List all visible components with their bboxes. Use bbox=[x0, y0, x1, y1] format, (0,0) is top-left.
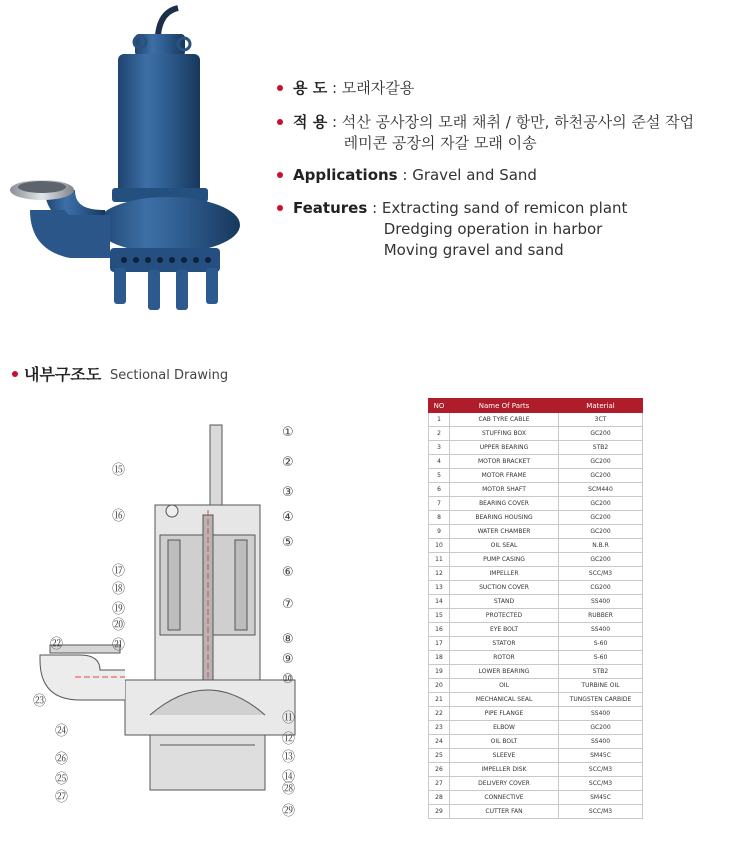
part-number-cell: 12 bbox=[429, 567, 450, 581]
part-number-cell: 22 bbox=[429, 707, 450, 721]
table-row bbox=[429, 413, 643, 427]
part-material-cell: SM45C bbox=[559, 791, 643, 805]
part-material-cell: GC200 bbox=[559, 469, 643, 483]
part-material-cell: CG200 bbox=[559, 581, 643, 595]
table-row bbox=[429, 777, 643, 791]
spec-bullet bbox=[277, 119, 283, 125]
part-number-cell: 17 bbox=[429, 637, 450, 651]
table-row bbox=[429, 595, 643, 609]
part-material-cell: RUBBER bbox=[559, 609, 643, 623]
part-number-cell: 19 bbox=[429, 665, 450, 679]
part-material-cell: SCC/M3 bbox=[559, 567, 643, 581]
part-name-cell: LOWER BEARING bbox=[450, 665, 559, 679]
table-header-row bbox=[429, 399, 643, 413]
callout-number: ㉖ bbox=[55, 752, 69, 767]
table-row bbox=[429, 763, 643, 777]
table-row bbox=[429, 511, 643, 525]
spec-separator: : bbox=[367, 199, 382, 217]
part-material-cell: S-60 bbox=[559, 651, 643, 665]
part-number-cell: 11 bbox=[429, 553, 450, 567]
part-material-cell: SS400 bbox=[559, 595, 643, 609]
header-material: Material bbox=[559, 399, 643, 413]
callout-number: ⑯ bbox=[112, 509, 126, 524]
part-number-cell: 15 bbox=[429, 609, 450, 623]
spec-separator: : bbox=[327, 113, 342, 131]
table-row bbox=[429, 581, 643, 595]
section-bullet bbox=[12, 371, 18, 377]
spec-line bbox=[293, 240, 564, 260]
part-material-cell: GC200 bbox=[559, 497, 643, 511]
spec-line bbox=[293, 112, 694, 132]
part-name-cell: BEARING HOUSING bbox=[450, 511, 559, 525]
part-number-cell: 24 bbox=[429, 735, 450, 749]
part-name-cell: WATER CHAMBER bbox=[450, 525, 559, 539]
table-row bbox=[429, 497, 643, 511]
part-number-cell: 1 bbox=[429, 413, 450, 427]
part-material-cell: 3CT bbox=[559, 413, 643, 427]
part-material-cell: GC200 bbox=[559, 427, 643, 441]
part-material-cell: TURBINE OIL bbox=[559, 679, 643, 693]
part-material-cell: N.B.R bbox=[559, 539, 643, 553]
spec-value: Gravel and Sand bbox=[412, 166, 537, 184]
table-row bbox=[429, 637, 643, 651]
part-material-cell: TUNGSTEN CARBIDE bbox=[559, 693, 643, 707]
part-material-cell: SCC/M3 bbox=[559, 777, 643, 791]
part-material-cell: SCM440 bbox=[559, 483, 643, 497]
part-material-cell: GC200 bbox=[559, 553, 643, 567]
callout-number: ① bbox=[282, 425, 294, 440]
pump-product-image bbox=[0, 0, 250, 320]
callout-number: ⑳ bbox=[112, 618, 126, 633]
part-material-cell: SS400 bbox=[559, 623, 643, 637]
table-row bbox=[429, 651, 643, 665]
callout-number: ⑩ bbox=[282, 672, 294, 687]
callout-number: ㉕ bbox=[55, 772, 69, 787]
part-material-cell: GC200 bbox=[559, 525, 643, 539]
part-name-cell: OIL SEAL bbox=[450, 539, 559, 553]
part-material-cell: STB2 bbox=[559, 665, 643, 679]
part-material-cell: S-60 bbox=[559, 637, 643, 651]
spec-line bbox=[293, 133, 537, 153]
part-number-cell: 6 bbox=[429, 483, 450, 497]
part-name-cell: MOTOR FRAME bbox=[450, 469, 559, 483]
callout-number: ⑤ bbox=[282, 535, 294, 550]
callout-number: ⑦ bbox=[282, 597, 294, 612]
spec-label: 적 용 bbox=[293, 113, 328, 131]
part-number-cell: 18 bbox=[429, 651, 450, 665]
part-name-cell: BEARING COVER bbox=[450, 497, 559, 511]
table-row bbox=[429, 749, 643, 763]
section-title-kr: 내부구조도 bbox=[24, 365, 102, 384]
part-material-cell: SS400 bbox=[559, 707, 643, 721]
callout-number: ③ bbox=[282, 485, 294, 500]
part-name-cell: MOTOR BRACKET bbox=[450, 455, 559, 469]
part-number-cell: 21 bbox=[429, 693, 450, 707]
table-row bbox=[429, 427, 643, 441]
table-row bbox=[429, 805, 643, 819]
callout-number: ⑮ bbox=[112, 463, 126, 478]
part-number-cell: 16 bbox=[429, 623, 450, 637]
callout-number: ⑫ bbox=[282, 732, 296, 747]
part-name-cell: STATOR bbox=[450, 637, 559, 651]
table-row bbox=[429, 539, 643, 553]
part-number-cell: 26 bbox=[429, 763, 450, 777]
spec-bullet bbox=[277, 172, 283, 178]
spec-line bbox=[293, 165, 537, 185]
part-name-cell: SUCTION COVER bbox=[450, 581, 559, 595]
part-number-cell: 25 bbox=[429, 749, 450, 763]
part-name-cell: STAND bbox=[450, 595, 559, 609]
callout-number: ⑥ bbox=[282, 565, 294, 580]
table-row bbox=[429, 553, 643, 567]
spec-value: 모래자갈용 bbox=[341, 79, 415, 97]
part-number-cell: 5 bbox=[429, 469, 450, 483]
part-number-cell: 7 bbox=[429, 497, 450, 511]
table-row bbox=[429, 735, 643, 749]
part-material-cell: SCC/M3 bbox=[559, 805, 643, 819]
table-row bbox=[429, 721, 643, 735]
table-row bbox=[429, 665, 643, 679]
callout-number: ⑬ bbox=[282, 750, 296, 765]
part-name-cell: PROTECTED bbox=[450, 609, 559, 623]
section-title-en: Sectional Drawing bbox=[110, 368, 229, 383]
callout-number: ㉙ bbox=[282, 804, 296, 819]
part-name-cell: CUTTER FAN bbox=[450, 805, 559, 819]
header-name: Name Of Parts bbox=[450, 399, 559, 413]
table-row bbox=[429, 679, 643, 693]
callout-number: ⑭ bbox=[282, 770, 296, 785]
part-name-cell: OIL bbox=[450, 679, 559, 693]
spec-label: 용 도 bbox=[293, 79, 328, 97]
callout-number: ⑨ bbox=[282, 652, 294, 667]
table-row bbox=[429, 567, 643, 581]
callout-number: ⑱ bbox=[112, 582, 126, 597]
part-number-cell: 2 bbox=[429, 427, 450, 441]
part-number-cell: 29 bbox=[429, 805, 450, 819]
part-name-cell: CAB TYRE CABLE bbox=[450, 413, 559, 427]
part-name-cell: DELIVERY COVER bbox=[450, 777, 559, 791]
part-material-cell: STB2 bbox=[559, 441, 643, 455]
part-name-cell: STUFFING BOX bbox=[450, 427, 559, 441]
callout-number: ㉘ bbox=[282, 782, 296, 797]
table-row bbox=[429, 469, 643, 483]
spec-line bbox=[293, 198, 627, 218]
part-name-cell: PIPE FLANGE bbox=[450, 707, 559, 721]
part-name-cell: IMPELLER bbox=[450, 567, 559, 581]
part-number-cell: 27 bbox=[429, 777, 450, 791]
part-material-cell: GC200 bbox=[559, 721, 643, 735]
callout-number: ㉒ bbox=[50, 637, 64, 652]
spec-separator: : bbox=[327, 79, 342, 97]
spec-line bbox=[293, 78, 414, 98]
part-number-cell: 14 bbox=[429, 595, 450, 609]
spec-label: Features bbox=[293, 199, 368, 217]
part-name-cell: EYE BOLT bbox=[450, 623, 559, 637]
part-material-cell: GC200 bbox=[559, 511, 643, 525]
table-row bbox=[429, 483, 643, 497]
callout-number: ⑲ bbox=[112, 602, 126, 617]
table-row bbox=[429, 623, 643, 637]
spec-line bbox=[293, 219, 602, 239]
spec-value: 레미콘 공장의 자갈 모래 이송 bbox=[343, 134, 537, 152]
part-number-cell: 20 bbox=[429, 679, 450, 693]
table-row bbox=[429, 707, 643, 721]
callout-number: ④ bbox=[282, 510, 294, 525]
part-material-cell: SCC/M3 bbox=[559, 763, 643, 777]
spec-value: Extracting sand of remicon plant bbox=[381, 199, 628, 217]
part-name-cell: PUMP CASING bbox=[450, 553, 559, 567]
part-number-cell: 13 bbox=[429, 581, 450, 595]
spec-separator: : bbox=[397, 166, 413, 184]
part-material-cell: GC200 bbox=[559, 455, 643, 469]
part-number-cell: 4 bbox=[429, 455, 450, 469]
table-row bbox=[429, 455, 643, 469]
part-name-cell: IMPELLER DISK bbox=[450, 763, 559, 777]
part-name-cell: MECHANICAL SEAL bbox=[450, 693, 559, 707]
callout-number: ⑰ bbox=[112, 564, 126, 579]
table-row bbox=[429, 441, 643, 455]
part-number-cell: 28 bbox=[429, 791, 450, 805]
callout-number: ㉑ bbox=[112, 638, 126, 653]
part-name-cell: OIL BOLT bbox=[450, 735, 559, 749]
table-row bbox=[429, 525, 643, 539]
part-number-cell: 9 bbox=[429, 525, 450, 539]
part-name-cell: UPPER BEARING bbox=[450, 441, 559, 455]
spec-bullet bbox=[277, 205, 283, 211]
callout-number: ⑧ bbox=[282, 632, 294, 647]
part-material-cell: SS400 bbox=[559, 735, 643, 749]
part-number-cell: 23 bbox=[429, 721, 450, 735]
spec-value: 석산 공사장의 모래 채취 / 항만, 하천공사의 준설 작업 bbox=[341, 113, 695, 131]
part-number-cell: 3 bbox=[429, 441, 450, 455]
callout-number: ㉗ bbox=[55, 790, 69, 805]
part-name-cell: SLEEVE bbox=[450, 749, 559, 763]
part-material-cell: SM45C bbox=[559, 749, 643, 763]
part-number-cell: 8 bbox=[429, 511, 450, 525]
callout-number: ㉔ bbox=[55, 724, 69, 739]
table-row bbox=[429, 609, 643, 623]
spec-label: Applications bbox=[293, 166, 398, 184]
table-row bbox=[429, 791, 643, 805]
parts-table bbox=[428, 398, 643, 819]
spec-bullet bbox=[277, 85, 283, 91]
part-number-cell: 10 bbox=[429, 539, 450, 553]
callout-number: ② bbox=[282, 455, 294, 470]
callout-number: ⑪ bbox=[282, 711, 296, 726]
part-name-cell: ROTOR bbox=[450, 651, 559, 665]
part-name-cell: MOTOR SHAFT bbox=[450, 483, 559, 497]
table-row bbox=[429, 693, 643, 707]
part-name-cell: ELBOW bbox=[450, 721, 559, 735]
callout-number: ㉓ bbox=[33, 694, 47, 709]
spec-value: Moving gravel and sand bbox=[383, 241, 564, 259]
part-name-cell: CONNECTIVE bbox=[450, 791, 559, 805]
header-no: NO bbox=[429, 399, 450, 413]
spec-value: Dredging operation in harbor bbox=[383, 220, 603, 238]
